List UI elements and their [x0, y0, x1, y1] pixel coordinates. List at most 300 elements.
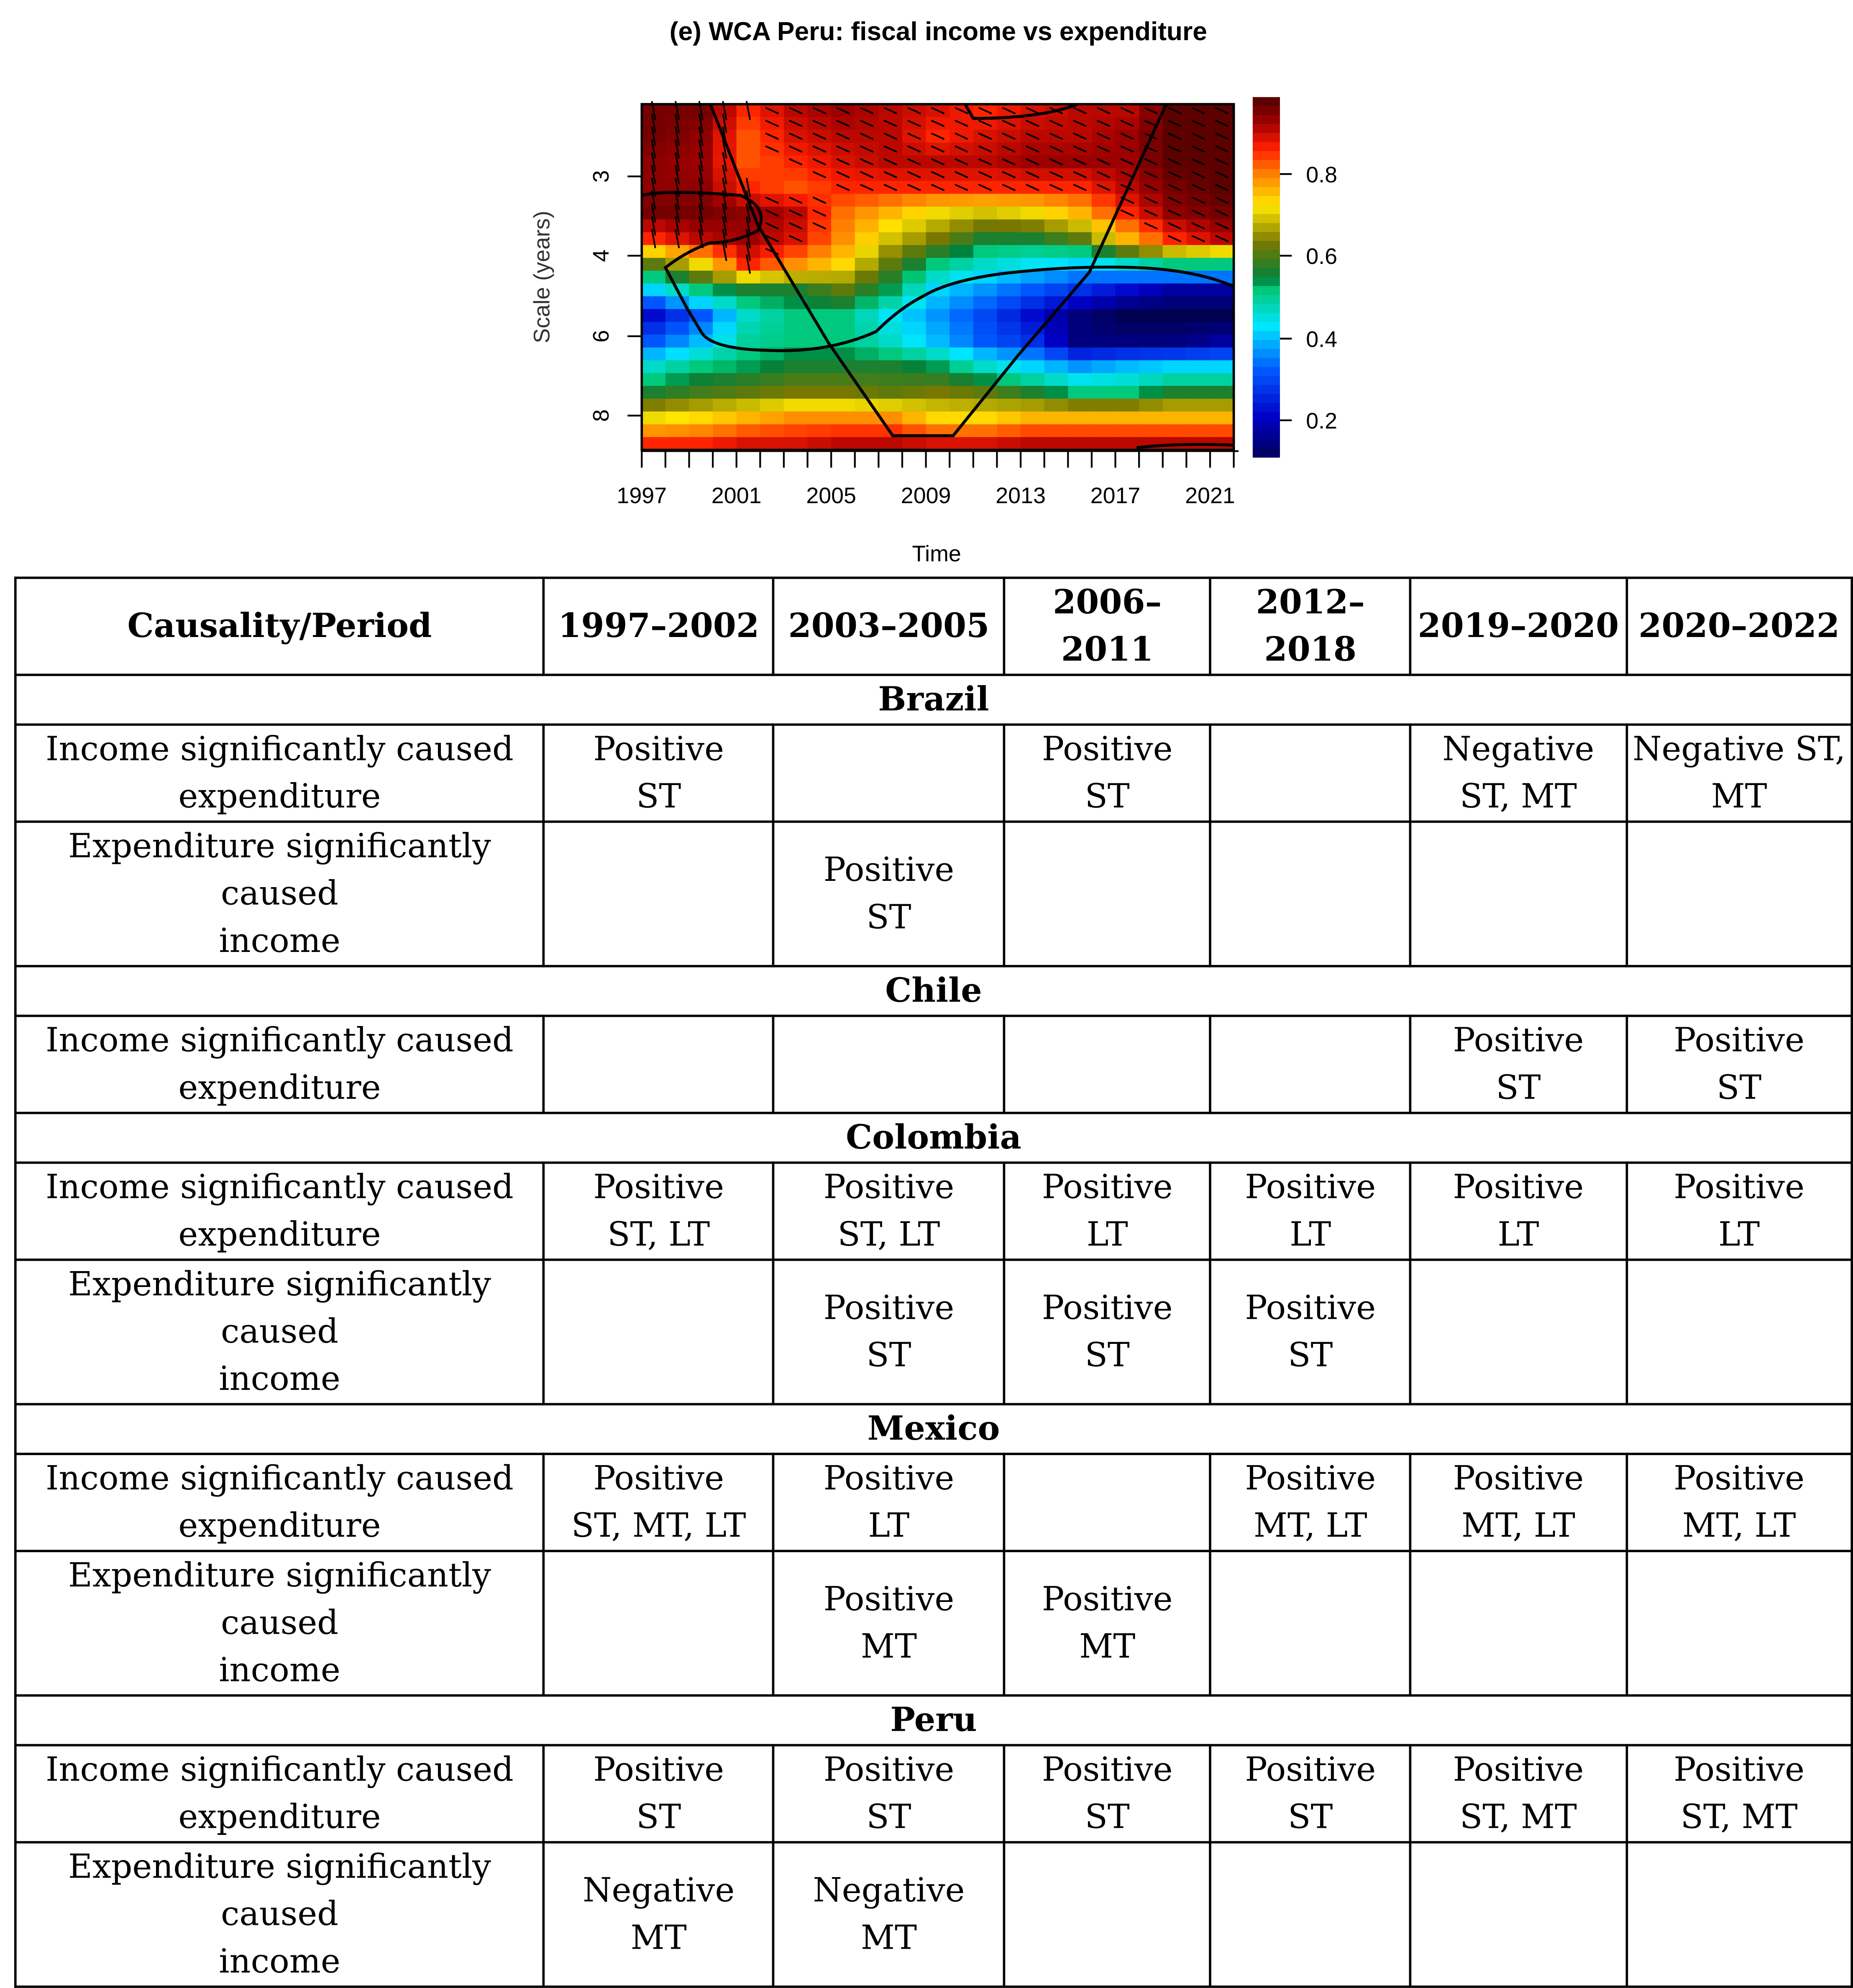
table-cell	[1410, 1745, 1626, 1842]
causality-label	[15, 1745, 544, 1842]
heatmap-cell	[689, 348, 713, 361]
x-tick-label: 2017	[1090, 483, 1141, 509]
heatmap-cell	[689, 386, 713, 399]
heatmap-cell	[808, 412, 832, 425]
heatmap-cell	[1139, 360, 1163, 374]
heatmap-cell	[1186, 373, 1211, 386]
heatmap-cell	[665, 424, 690, 438]
heatmap-cell	[1068, 335, 1092, 348]
heatmap-cell	[973, 335, 998, 348]
colorbar-swatch	[1253, 232, 1280, 242]
heatmap-cell	[878, 360, 903, 374]
heatmap-cell	[1092, 386, 1116, 399]
heatmap-cell	[1044, 373, 1069, 386]
heatmap-cell	[926, 309, 950, 322]
heatmap-cell	[784, 424, 808, 438]
heatmap-cell	[665, 412, 690, 425]
heatmap-cell	[1139, 399, 1163, 412]
heatmap-cell	[713, 386, 737, 399]
heatmap-cell	[1186, 335, 1211, 348]
heatmap-cell	[737, 412, 761, 425]
heatmap-cell	[902, 207, 926, 220]
heatmap-cell	[1068, 322, 1092, 335]
cell-text-line: ST	[1085, 1336, 1130, 1375]
heatmap-cell	[902, 220, 926, 233]
heatmap-cell	[784, 309, 808, 322]
heatmap-cell	[808, 258, 832, 271]
heatmap-cell	[855, 194, 879, 207]
heatmap-cell	[926, 232, 950, 246]
heatmap-cell	[760, 373, 784, 386]
cell-text-line: Positive	[1245, 1288, 1376, 1328]
cell-text-line: ST, MT	[1680, 1797, 1798, 1837]
heatmap-cell	[665, 322, 690, 335]
cell-text-line: ST	[1085, 776, 1130, 816]
heatmap-cell	[878, 348, 903, 361]
heatmap-cell	[689, 399, 713, 412]
cell-text-line: Positive	[1674, 1750, 1805, 1789]
heatmap-cell	[808, 232, 832, 246]
heatmap-cell	[713, 322, 737, 335]
heatmap-cell	[902, 194, 926, 207]
heatmap-cell	[1139, 424, 1163, 438]
heatmap-cell	[1044, 348, 1069, 361]
y-tick-label: 4	[588, 249, 614, 262]
table-cell	[544, 1163, 773, 1260]
heatmap-cell	[760, 271, 784, 284]
y-axis-label: Scale (years)	[529, 211, 555, 343]
heatmap-cell	[855, 284, 879, 297]
cell-text-line: Negative	[583, 1870, 735, 1910]
colorbar-tick-label: 0.6	[1306, 244, 1338, 269]
x-tick-label: 2021	[1185, 483, 1235, 509]
heatmap-cell	[973, 194, 998, 207]
heatmap-cell	[902, 386, 926, 399]
cell-text-line: ST, LT	[837, 1215, 940, 1254]
heatmap-cell	[878, 373, 903, 386]
table-cell	[1626, 1163, 1852, 1260]
heatmap-cell	[926, 245, 950, 258]
cell-text-line: ST	[866, 897, 911, 937]
heatmap-cell	[1139, 284, 1163, 297]
heatmap-cell	[1044, 207, 1069, 220]
heatmap-cell	[950, 360, 974, 374]
heatmap-cell	[855, 412, 879, 425]
heatmap-cell	[1044, 271, 1069, 284]
heatmap-cell	[1021, 386, 1045, 399]
heatmap-cell	[665, 399, 690, 412]
heatmap-cell	[855, 360, 879, 374]
cell-text-line: Positive	[1453, 1750, 1584, 1789]
heatmap-cell	[973, 207, 998, 220]
heatmap-cell	[878, 386, 903, 399]
cell-text-line: expenditure	[178, 1506, 381, 1545]
heatmap-cell	[1021, 232, 1045, 246]
heatmap-cell	[926, 322, 950, 335]
heatmap-cell	[642, 348, 666, 361]
heatmap-cell	[1116, 373, 1140, 386]
table-cell	[773, 1551, 1004, 1695]
heatmap-cell	[737, 424, 761, 438]
heatmap-cell	[713, 284, 737, 297]
heatmap-cell	[1186, 309, 1211, 322]
heatmap-cell	[784, 322, 808, 335]
heatmap-cell	[1139, 348, 1163, 361]
heatmap-cell	[1116, 245, 1140, 258]
heatmap-cell	[997, 309, 1021, 322]
heatmap-cell	[855, 220, 879, 233]
heatmap-cell	[926, 271, 950, 284]
heatmap-cell	[760, 335, 784, 348]
table-header-row	[15, 578, 1852, 675]
colorbar-swatch	[1253, 241, 1280, 251]
heatmap-cell	[902, 232, 926, 246]
cell-text-line: Positive	[1453, 1167, 1584, 1207]
heatmap-cell	[760, 322, 784, 335]
heatmap-cell	[760, 309, 784, 322]
heatmap-cell	[902, 348, 926, 361]
heatmap-cell	[713, 348, 737, 361]
heatmap-cell	[808, 437, 832, 450]
heatmap-cell	[1092, 424, 1116, 438]
heatmap-cell	[1210, 373, 1234, 386]
heatmap-cell	[642, 424, 666, 438]
colorbar-swatch	[1253, 286, 1280, 296]
colorbar-swatch	[1253, 160, 1280, 170]
heatmap-cell	[950, 348, 974, 361]
colorbar-swatch	[1253, 295, 1280, 304]
heatmap-cell	[760, 284, 784, 297]
cell-text-line: Positive	[1245, 1167, 1376, 1207]
heatmap-cell	[1163, 322, 1187, 335]
heatmap-cell	[855, 207, 879, 220]
heatmap-cell	[1163, 335, 1187, 348]
causality-label	[15, 1551, 544, 1695]
cell-text-line: LT	[1086, 1215, 1128, 1254]
heatmap-cell	[1044, 412, 1069, 425]
cell-text-line: Expenditure significantly caused	[68, 1847, 491, 1934]
heatmap-cell	[1116, 258, 1140, 271]
heatmap-cell	[950, 220, 974, 233]
colorbar-swatch	[1253, 349, 1280, 358]
table-cell	[1004, 1260, 1211, 1404]
heatmap-cell	[713, 360, 737, 374]
colorbar-swatch	[1253, 124, 1280, 134]
heatmap-cell	[642, 437, 666, 450]
heatmap-cell	[665, 360, 690, 374]
heatmap-cell	[1116, 232, 1140, 246]
cell-text-line: Positive	[1042, 1579, 1173, 1619]
heatmap-cell	[831, 284, 855, 297]
heatmap-cell	[1021, 296, 1045, 310]
heatmap-cell	[784, 373, 808, 386]
heatmap-cell	[760, 386, 784, 399]
heatmap-cell	[1186, 399, 1211, 412]
heatmap-cell	[926, 207, 950, 220]
heatmap-cell	[808, 373, 832, 386]
heatmap-cell	[642, 245, 666, 258]
heatmap-cell	[1139, 309, 1163, 322]
heatmap-cell	[1068, 399, 1092, 412]
x-tick-label: 2005	[806, 483, 856, 509]
heatmap-cell	[1139, 245, 1163, 258]
heatmap-cell	[831, 412, 855, 425]
cell-text-line: Income significantly caused	[46, 1167, 514, 1207]
heatmap-cell	[1044, 360, 1069, 374]
country-row	[15, 1404, 1852, 1454]
heatmap-cell	[737, 322, 761, 335]
heatmap-cell	[1210, 335, 1234, 348]
causality-label	[15, 1260, 544, 1404]
table-cell	[773, 1260, 1004, 1404]
cell-text-line: Positive	[1042, 1750, 1173, 1789]
heatmap-cell	[950, 258, 974, 271]
heatmap-cell	[926, 194, 950, 207]
heatmap-cell	[1068, 373, 1092, 386]
heatmap-cell	[784, 399, 808, 412]
heatmap-cell	[855, 424, 879, 438]
heatmap-cell	[642, 284, 666, 297]
heatmap-cell	[1092, 194, 1116, 207]
heatmap-cell	[997, 335, 1021, 348]
heatmap-cell	[973, 258, 998, 271]
cell-text-line: Positive	[1674, 1458, 1805, 1498]
heatmap-cell	[1210, 386, 1234, 399]
colorbar-swatch	[1253, 331, 1280, 340]
heatmap-cell	[1163, 296, 1187, 310]
heatmap-cell	[689, 360, 713, 374]
heatmap-cell	[760, 412, 784, 425]
heatmap-cell	[831, 232, 855, 246]
table-cell	[773, 1454, 1004, 1551]
cell-text-line: ST	[866, 1336, 911, 1375]
heatmap-cell	[855, 245, 879, 258]
cell-text-line: ST	[1496, 1068, 1541, 1107]
heatmap-cell	[1116, 360, 1140, 374]
heatmap-cell	[926, 220, 950, 233]
table-cell	[1410, 1260, 1626, 1404]
table-row	[15, 1454, 1852, 1551]
heatmap-cell	[665, 309, 690, 322]
heatmap-cell	[642, 309, 666, 322]
heatmap-cell	[1116, 284, 1140, 297]
heatmap-cell	[997, 232, 1021, 246]
heatmap-cell	[1210, 348, 1234, 361]
heatmap-cell	[665, 335, 690, 348]
heatmap-cell	[902, 271, 926, 284]
table-cell	[1626, 724, 1852, 821]
heatmap-cell	[1068, 412, 1092, 425]
heatmap-cell	[878, 284, 903, 297]
table-row	[15, 1016, 1852, 1113]
country-row	[15, 1113, 1852, 1163]
cell-text-line: ST	[866, 1797, 911, 1837]
colorbar-swatch	[1253, 448, 1280, 458]
cell-text-line: Income significantly caused	[46, 1458, 514, 1498]
table-cell	[1626, 822, 1852, 966]
heatmap-cell	[926, 386, 950, 399]
heatmap-cell	[950, 335, 974, 348]
heatmap-cell	[926, 348, 950, 361]
heatmap-cell	[1044, 335, 1069, 348]
colorbar-swatch	[1253, 421, 1280, 431]
heatmap-cell	[878, 258, 903, 271]
cell-text-line: ST, MT	[1459, 1797, 1577, 1837]
heatmap-cell	[1116, 271, 1140, 284]
heatmap-cell	[1044, 284, 1069, 297]
colorbar-tick-label: 0.4	[1306, 327, 1338, 352]
heatmap-cell	[737, 284, 761, 297]
table-cell	[1626, 1454, 1852, 1551]
heatmap-cell	[1068, 309, 1092, 322]
heatmap-cell	[1068, 348, 1092, 361]
colorbar-swatch	[1253, 385, 1280, 395]
heatmap-cell	[973, 348, 998, 361]
heatmap-cell	[973, 360, 998, 374]
cell-text-line: ST	[1288, 1336, 1333, 1375]
heatmap-cell	[855, 232, 879, 246]
heatmap-cell	[831, 399, 855, 412]
heatmap-cell	[1068, 194, 1092, 207]
y-tick-label: 6	[588, 330, 614, 343]
heatmap-cell	[831, 322, 855, 335]
cell-text-line: MT	[630, 1918, 687, 1957]
colorbar-swatch	[1253, 430, 1280, 440]
colorbar-swatch	[1253, 304, 1280, 314]
period-header: 2019–2020	[1410, 578, 1626, 675]
heatmap-cell	[1116, 348, 1140, 361]
heatmap-cell	[997, 194, 1021, 207]
heatmap-cell	[737, 360, 761, 374]
heatmap-cell	[1163, 424, 1187, 438]
cell-text-line: Positive	[823, 850, 955, 889]
heatmap-cell	[950, 386, 974, 399]
cell-text-line: income	[219, 1942, 340, 1981]
heatmap-cell	[878, 335, 903, 348]
x-tick-label: 2013	[996, 483, 1046, 509]
table-cell	[1211, 822, 1410, 966]
heatmap-cell	[1186, 322, 1211, 335]
country-row	[15, 1696, 1852, 1745]
heatmap-cell	[878, 207, 903, 220]
cell-text-line: MT	[860, 1918, 917, 1957]
heatmap-cell	[665, 373, 690, 386]
heatmap-cell	[831, 194, 855, 207]
period-header: 2020–2022	[1626, 578, 1852, 675]
heatmap-cell	[878, 220, 903, 233]
heatmap-cell	[997, 412, 1021, 425]
heatmap-cell	[878, 296, 903, 310]
table-cell	[1004, 1016, 1211, 1113]
causality-table	[14, 577, 1853, 1988]
cell-text-line: expenditure	[178, 1797, 381, 1837]
heatmap-cell	[1139, 373, 1163, 386]
cell-text-line: ST, LT	[607, 1215, 710, 1254]
heatmap-cell	[737, 117, 761, 130]
heatmap-cell	[1116, 437, 1140, 450]
heatmap-cell	[713, 296, 737, 310]
heatmap-cell	[831, 386, 855, 399]
heatmap-cell	[997, 245, 1021, 258]
heatmap-cell	[689, 437, 713, 450]
cell-text-line: Positive	[823, 1579, 955, 1619]
cell-text-line: Income significantly caused	[46, 729, 514, 769]
cell-text-line: Positive	[1042, 729, 1173, 769]
heatmap-cell	[1092, 335, 1116, 348]
cell-text-line: Positive	[1245, 1458, 1376, 1498]
heatmap-cell	[902, 309, 926, 322]
heatmap-cell	[1044, 232, 1069, 246]
heatmap-cell	[1068, 296, 1092, 310]
heatmap-cell	[1044, 437, 1069, 450]
cell-text-line: Positive	[593, 729, 724, 769]
colorbar-swatch	[1253, 277, 1280, 287]
heatmap-cell	[642, 296, 666, 310]
colorbar-swatch	[1253, 223, 1280, 233]
heatmap-cell	[784, 386, 808, 399]
table-row	[15, 1745, 1852, 1842]
heatmap-cell	[760, 424, 784, 438]
heatmap-cell	[1163, 412, 1187, 425]
heatmap-cell	[1210, 245, 1234, 258]
heatmap-cell	[808, 271, 832, 284]
heatmap-cell	[737, 156, 761, 169]
heatmap-cell	[926, 412, 950, 425]
heatmap-cell	[1210, 360, 1234, 374]
cell-text-line: Positive	[1042, 1167, 1173, 1207]
table-row	[15, 1260, 1852, 1404]
cell-text-line: expenditure	[178, 776, 381, 816]
colorbar-swatch	[1253, 340, 1280, 350]
heatmap-cell	[760, 156, 784, 169]
heatmap-cell	[689, 424, 713, 438]
table-cell	[773, 724, 1004, 821]
cell-text-line: Positive	[823, 1288, 955, 1328]
colorbar-swatch	[1253, 214, 1280, 224]
heatmap-cell	[902, 322, 926, 335]
heatmap-cell	[902, 412, 926, 425]
heatmap-cell	[831, 245, 855, 258]
heatmap-cell	[1186, 412, 1211, 425]
heatmap-cell	[1116, 424, 1140, 438]
heatmap-cell	[1116, 412, 1140, 425]
heatmap-cell	[1163, 245, 1187, 258]
heatmap-cell	[831, 296, 855, 310]
table-cell	[1410, 1163, 1626, 1260]
colorbar-swatch	[1253, 115, 1280, 125]
heatmap-cell	[1021, 412, 1045, 425]
heatmap-cell	[737, 399, 761, 412]
heatmap-cell	[831, 309, 855, 322]
cell-text-line: Negative	[1442, 729, 1595, 769]
table-cell	[1626, 1260, 1852, 1404]
heatmap-cell	[1186, 245, 1211, 258]
colorbar-swatch	[1253, 106, 1280, 116]
heatmap-cell	[950, 437, 974, 450]
table-cell	[1004, 1454, 1211, 1551]
table-cell	[1211, 1016, 1410, 1113]
heatmap-cell	[1139, 335, 1163, 348]
country-row	[15, 966, 1852, 1016]
cell-text-line: MT, LT	[1461, 1506, 1575, 1545]
heatmap-cell	[689, 284, 713, 297]
heatmap-cell	[760, 168, 784, 182]
heatmap-cell	[878, 232, 903, 246]
cell-text-line: income	[219, 921, 340, 960]
cell-text-line: Positive	[823, 1458, 955, 1498]
heatmap-cell	[808, 181, 832, 194]
table-cell	[1626, 1842, 1852, 1987]
